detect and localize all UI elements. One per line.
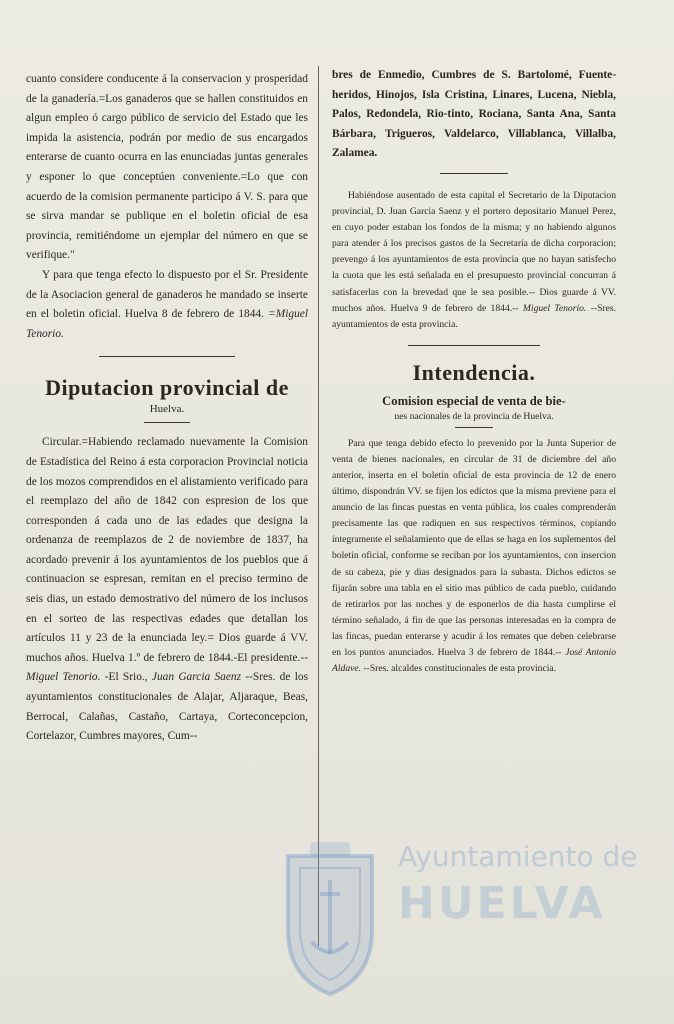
intendencia-paragraph: [332, 436, 616, 677]
circular-towns: --Sres. de los ayuntamientos constitucionales de Alajar, Aljaraque, Beas, Berrocal, Calañas, Castaño, Cartaya, Corteconcepcion, Cortelazor, Cumbres mayores, Cum--: [26, 671, 309, 743]
section-title-intendencia: Intendencia.: [412, 359, 536, 385]
circular-text: Circular.=Habiendo reclamado nuevamente la Comision de Estadística del Reino á esta corporacion Provincial noticia de los mozos comprendidos en el alistamiento verificado para el reemplazo del año de 1842 con espresion de los que corresponden á cada uno de las edades que designa la ordenanza de reemplazos de 2 de noviembre de 1837, ha acordado prevenir á los ayuntamientos de los pueblos que á continuacion se espresan, remitan en el preciso termino de seis dias, un estado demostrativo del número de los inclusos en el sorteo de las respectivas edades que detallan los artículos 11 y 23 de la enunciada ley.= Dios guarde á VV. muchos años. Huelva 1.º de febrero de 1844.-El presidente.--: [26, 436, 308, 664]
intendencia-signature: José Antonio Aldave.: [332, 647, 617, 675]
right-column: [332, 66, 616, 677]
notice-text: Habiéndose ausentado de esta capital el Secretario de la Diputacion provincial, D. Juan Garcia Saenz y el portero depositario Manuel Perez, en cuyo poder estaban los fondos de la misma; y no habiendo algunos para atender á los precisos gastos de la Secretaría de dicha corporacion; prevengo á los ayuntamientos de esta provincia que no hayan satisfecho la cuota que les está señalada en el presupuesto provincial concurran á satisfacerlas con la brevedad que le sea posible.-- Dios guarde á VV. muchos años. Huelva 9 de febrero de 1844.--: [332, 189, 616, 314]
subsection-title-comision: Comision especial de venta de bie-: [382, 393, 566, 408]
archive-watermark: [270, 838, 660, 1008]
notice-closing: --Sres. ayuntamientos de esta provincia.: [332, 302, 616, 330]
intendencia-closing: --Sres. alcaldes constitucionales de esta provincia.: [363, 663, 557, 675]
section-subtitle-huelva: Huelva.: [149, 403, 185, 416]
title-underline: [144, 422, 190, 423]
circular-signature-saenz: Juan Garcia Saenz: [151, 671, 242, 684]
watermark-line2: HUELVA: [398, 878, 606, 929]
watermark-line1: Ayuntamiento de: [398, 840, 638, 873]
section-title-diputacion: Diputacion provincial de: [45, 375, 289, 401]
circular-signature-tenorio: Miguel Tenorio.: [26, 671, 101, 684]
circular-paragraph: [26, 433, 308, 747]
subtitle-underline: [455, 427, 493, 428]
intendencia-text: Para que tenga debido efecto lo prevenido por la Junta Superior de venta de bienes nacionales, en circular de 31 de diciembre del año anterior, inserta en el boletin oficial de esta provincia de 12 de enero último, dispondrán VV. se fijen los edictos que la misma previene para el anuncio de las fincas puestas en venta pública, los cuales comprenderán precisamente las que radiquen en sus respectivos términos, copiando íntegramente el señalamiento que de ellas se haga en los suplementos del boletin oficial, conforme se reciban por los ayuntamientos, con insercion de su cabeza, pie y dias designados para la subasta. Dichos edictos se fijarán sobre una tabla en el sitio mas público de cada pueblo, cuidando de retirarlos por las noches y de esponerlos de dia hasta cumplirse el término señalado, á fin de que las personas interesadas en la compra de las fincas, puedan enterarse y acudir á los remates que deben celebrarse en los puntos anunciados. Huelva 3 de febrero de 1844.--: [332, 437, 616, 659]
circular-secretary-label: -El Srio.,: [104, 671, 148, 684]
notice-divider: [440, 173, 508, 174]
towns-continuation: bres de Enmedio, Cumbres de S. Bartolomé, Fuente-heridos, Hinojos, Isla Cristina, Linares, Lucena, Niebla, Palos, Redondela, Rio-tinto, Rociana, Santa Ana, Santa Bárbara, Trigueros, Valdelarco, Villablanca, Villalba, Zalamea.: [332, 69, 616, 160]
closing-paragraph: [26, 266, 308, 344]
subsection-subtitle: nes nacionales de la provincia de Huelva.: [394, 410, 554, 422]
city-coat-of-arms-icon: [270, 838, 390, 998]
closing-text: Y para que tenga efecto lo dispuesto por el Sr. Presidente de la Asociacion general de ganaderos he mandado se inserte en el boletin oficial. Huelva 8 de febrero de 1844.: [26, 268, 308, 321]
column-divider: [318, 66, 319, 946]
continuation-paragraph: cuanto considere conducente á la conservacion y prosperidad de la ganadería.=Los ganaderos que se hallen constituidos en algun empleo ó cargo público de servicio del Estado que les impida la asistencia, podrán por medio de sus encargados enterarse de cuanto ocurra en las enunciadas juntas generales y esponer lo que conceptúen conveniente.=Lo que con acuerdo de la comision permanente participo á V. S. para que se sirva mandar se publique en el boletin oficial de esa provincia, remitiéndome un ejemplar del número en que se verifique.": [26, 73, 308, 262]
left-column: [26, 70, 308, 747]
signature-tenorio: =Miguel Tenorio.: [26, 308, 308, 340]
notice-paragraph: [332, 188, 616, 333]
notice-signature: Miguel Tenorio.: [522, 302, 587, 314]
